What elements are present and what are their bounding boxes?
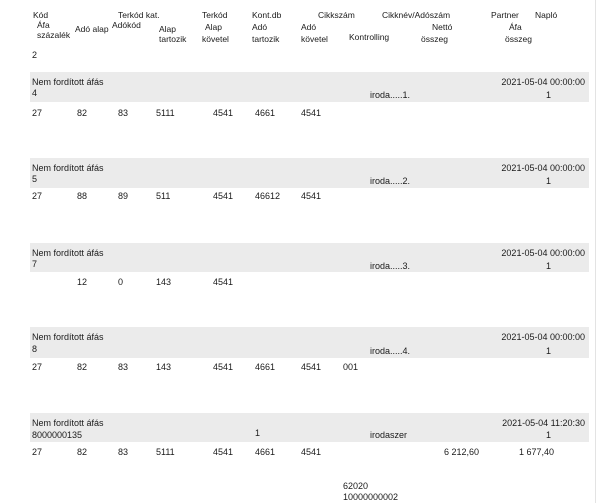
record-title: Nem fordított áfás — [32, 248, 104, 258]
header-afa: Áfa — [37, 20, 50, 30]
header-terkod-kovetel: követel — [202, 34, 229, 44]
cell-adokod: 89 — [118, 191, 129, 201]
header-cikkszam: Cikkszám — [318, 10, 355, 20]
cell-terkod-kovetel: 4541 — [213, 108, 234, 118]
header-terkod-kat: Terkód kat. — [118, 10, 160, 20]
header-alap-tartozik: tartozik — [159, 34, 187, 44]
cell-alap-tartozik: 5111 — [156, 108, 175, 118]
header-netto-osszeg: összeg — [421, 34, 448, 44]
cell-terkod-kovetel: 4541 — [213, 277, 234, 287]
top-value: 2 — [32, 50, 38, 60]
footer-line2: 10000000002 — [343, 492, 399, 502]
cell-alap-tartozik: 511 — [156, 191, 171, 201]
record-code: 4 — [32, 88, 38, 98]
cell-alap-tartozik: 143 — [156, 362, 172, 372]
cell-netto: 6 212,60 — [443, 447, 479, 457]
cell-ado-alap: 82 — [77, 447, 88, 457]
header-partner-afa: Áfa — [509, 22, 522, 32]
record-datetime: 2021-05-04 00:00:00 — [501, 248, 585, 258]
cell-terkod-kovetel: 4541 — [213, 362, 234, 372]
record-naplo: 1 — [545, 176, 551, 186]
cell-terkod-kovetel: 4541 — [213, 191, 234, 201]
header-partner-osszeg: összeg — [505, 34, 532, 44]
header-naplo: Napló — [535, 10, 558, 20]
cell-kod: 27 — [32, 362, 43, 372]
header-terkod: Terkód — [202, 10, 228, 20]
record-naplo: 1 — [545, 90, 551, 100]
record-name: irodaszer — [370, 430, 408, 440]
record-naplo: 1 — [545, 430, 551, 440]
cell-kont-tartozik: 4661 — [255, 362, 276, 372]
header-partner: Partner — [491, 10, 519, 20]
header-alap: Alap — [159, 24, 177, 34]
record-code: 5 — [32, 174, 38, 184]
header-terkod-alap: Alap — [205, 22, 223, 32]
record-datetime: 2021-05-04 00:00:00 — [501, 332, 585, 342]
record-mid: 1 — [255, 428, 261, 438]
header-kontrolling: Kontrolling — [349, 32, 390, 42]
cell-alap-tartozik: 5111 — [156, 447, 175, 457]
record-datetime: 2021-05-04 00:00:00 — [501, 163, 585, 173]
cell-cikk-kovetel: 4541 — [301, 447, 322, 457]
cell-ado-alap: 82 — [77, 108, 88, 118]
header-ado-alap: Adó alap — [75, 24, 109, 34]
cell-kontrolling: 001 — [343, 362, 359, 372]
record-datetime: 2021-05-04 00:00:00 — [501, 77, 585, 87]
record-datetime: 2021-05-04 11:20:30 — [502, 418, 585, 428]
record-name: iroda.....1. — [370, 90, 411, 100]
cell-ado-alap: 88 — [77, 191, 88, 201]
cell-kod: 27 — [32, 191, 43, 201]
record-name: iroda.....4. — [370, 346, 411, 356]
cell-terkod-kovetel: 4541 — [213, 447, 234, 457]
cell-adokod: 83 — [118, 108, 129, 118]
record-code: 8 — [32, 344, 38, 354]
cell-kont-tartozik: 46612 — [255, 191, 281, 201]
footer-line1: 62020 — [343, 481, 369, 491]
cell-adokod: 83 — [118, 362, 129, 372]
cell-ado-alap: 82 — [77, 362, 88, 372]
record-name: iroda.....3. — [370, 261, 411, 271]
cell-kont-tartozik: 4661 — [255, 108, 276, 118]
header-szazalek: százalék — [37, 30, 71, 40]
header-kont-db: Kont.db — [252, 10, 282, 20]
header-kod: Kód — [33, 10, 49, 20]
cell-cikk-kovetel: 4541 — [301, 362, 322, 372]
cell-alap-tartozik: 143 — [156, 277, 172, 287]
page-edge-line — [595, 0, 596, 503]
header-kont-ado: Adó — [252, 22, 268, 32]
cell-kod: 27 — [32, 447, 43, 457]
record-title: Nem fordított áfás — [32, 332, 104, 342]
record-code: 8000000135 — [32, 430, 83, 440]
cell-cikk-kovetel: 4541 — [301, 191, 322, 201]
record-name: iroda.....2. — [370, 176, 411, 186]
cell-kont-tartozik: 4661 — [255, 447, 276, 457]
record-code: 7 — [32, 259, 38, 269]
cell-adokod: 83 — [118, 447, 129, 457]
header-cikk-kovetel: követel — [301, 34, 328, 44]
header-cikk-ado: Adó — [301, 22, 317, 32]
cell-kod: 27 — [32, 108, 43, 118]
record-title: Nem fordított áfás — [32, 163, 104, 173]
record-title: Nem fordított áfás — [32, 418, 104, 428]
cell-cikk-kovetel: 4541 — [301, 108, 322, 118]
header-kont-tartozik: tartozik — [252, 34, 280, 44]
record-naplo: 1 — [545, 261, 551, 271]
record-naplo: 1 — [545, 346, 551, 356]
header-netto: Nettó — [432, 22, 453, 32]
header-cikknev: Cikknév/Adószám — [382, 10, 451, 20]
cell-adokod: 0 — [118, 277, 124, 287]
cell-partner-afa: 1 677,40 — [518, 447, 554, 457]
header-adokod: Adókód — [112, 20, 141, 30]
cell-ado-alap: 12 — [77, 277, 88, 287]
record-title: Nem fordított áfás — [32, 77, 104, 87]
